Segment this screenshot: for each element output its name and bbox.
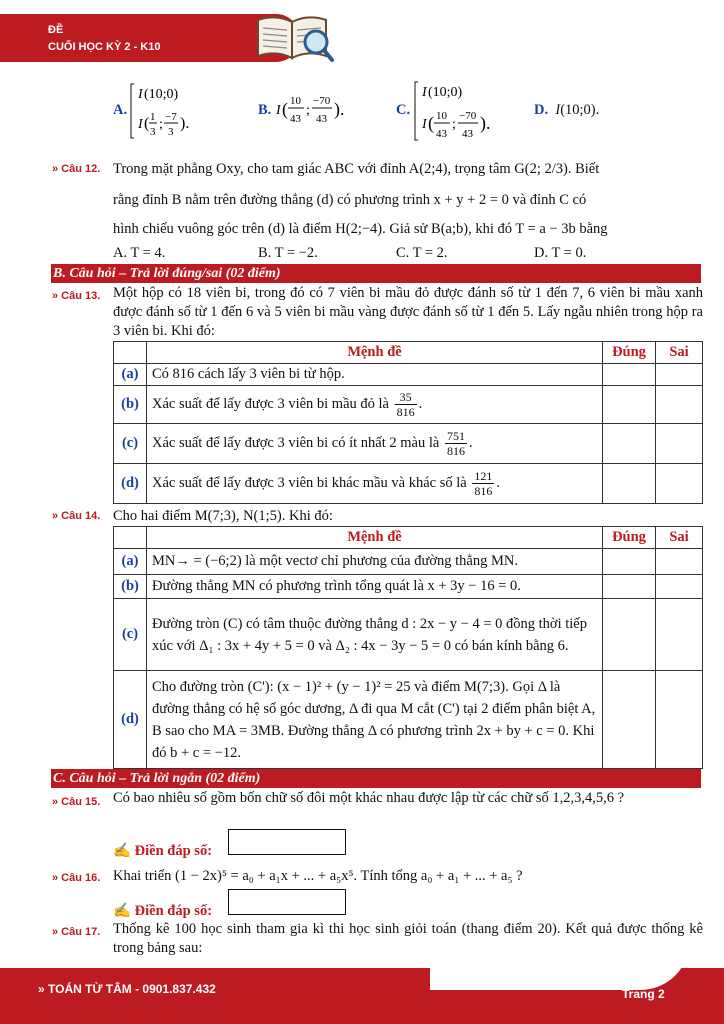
svg-text:I: I xyxy=(422,85,427,100)
row-statement: Có 816 cách lấy 3 viên bi từ hộp. xyxy=(147,364,603,386)
svg-text:I: I xyxy=(138,87,143,102)
svg-text:;: ; xyxy=(159,117,163,132)
option-text: I(10;0). xyxy=(555,102,600,118)
q15-answer-label: ✍ Điền đáp số: xyxy=(113,843,213,859)
svg-text:10: 10 xyxy=(290,95,301,107)
option-label: C. xyxy=(396,102,411,118)
table-header-row xyxy=(114,527,703,549)
svg-text:43: 43 xyxy=(316,113,327,125)
q11-option-c xyxy=(396,102,410,119)
table-row xyxy=(114,364,703,386)
false-cell[interactable] xyxy=(656,364,703,386)
table-row xyxy=(114,386,703,424)
q15-number: » Câu 15. xyxy=(52,796,101,808)
svg-text:;: ; xyxy=(306,103,310,118)
header-title-line1: ĐỀ xyxy=(48,24,64,36)
q12-line1: Trong mặt phẳng Oxy, cho tam giác ABC với đỉnh A(2;4), trọng tâm G(2; 2/3). Biết xyxy=(113,161,600,177)
row-statement: MN→ = (−6;2) là một vectơ chỉ phương của đường thẳng MN. xyxy=(147,549,603,575)
q17-text: Thống kê 100 học sinh tham gia kì thi học sinh giỏi toán (thang điểm 20). Kết quả được thống kê trong bảng sau: xyxy=(113,921,703,956)
col-true: Đúng xyxy=(603,342,656,364)
col-statement: Mệnh đề xyxy=(147,342,603,364)
q11-option-c-formula xyxy=(412,78,508,144)
false-cell[interactable] xyxy=(656,424,703,464)
true-cell[interactable] xyxy=(603,364,656,386)
row-statement: Cho đường tròn (C'): (x − 1)² + (y − 1)² = 25 và điểm M(7;3). Gọi Δ là đường thẳng có hệ số góc dương, Δ đi qua M cắt (C') tại 2 điểm phân biệt A, B sao cho MA = 3MB. Đường thẳng Δ có phương trình 2x + by + c = 0. Khi đó b + c = −12. xyxy=(147,671,603,769)
row-statement: Đường thẳng MN có phương trình tổng quát là x + 3y − 16 = 0. xyxy=(147,575,603,599)
q11-option-b xyxy=(258,102,271,119)
row-label: (a) xyxy=(114,549,147,575)
q16-answer-label: ✍ Điền đáp số: xyxy=(113,903,213,919)
true-cell[interactable] xyxy=(603,599,656,671)
table-row xyxy=(114,575,703,599)
svg-text:43: 43 xyxy=(290,113,301,125)
false-cell[interactable] xyxy=(656,671,703,769)
q13-text: Một hộp có 18 viên bi, trong đó có 7 viên bi mầu đỏ được đánh số từ 1 đến 7, 6 viên bi mầu xanh được đánh số từ 1 đến 6 và 5 viên bi mầu vàng được đánh số từ 1 đến 5. Lấy ngẫu nhiên trong hộp ra 3 viên bi. Khi đó: xyxy=(113,285,703,339)
row-label: (d) xyxy=(114,464,147,504)
svg-text:(: ( xyxy=(428,113,434,133)
svg-text:−70: −70 xyxy=(313,95,331,107)
q11-option-b-formula xyxy=(274,90,364,130)
q12-line2: rằng đỉnh B nằm trên đường thẳng (d) có phương trình x + y + 2 = 0 và đỉnh C có xyxy=(113,192,587,208)
table-row xyxy=(114,671,703,769)
row-label: (c) xyxy=(114,424,147,464)
row-label: (b) xyxy=(114,386,147,424)
option-label: B. xyxy=(258,102,272,118)
q11-option-a xyxy=(113,102,127,119)
svg-text:−7: −7 xyxy=(165,111,177,123)
option-label: D. xyxy=(534,102,549,118)
svg-text:(10;0): (10;0) xyxy=(428,85,463,100)
row-label: (c) xyxy=(114,599,147,671)
row-label: (b) xyxy=(114,575,147,599)
false-cell[interactable] xyxy=(656,599,703,671)
true-cell[interactable] xyxy=(603,671,656,769)
svg-text:I: I xyxy=(138,117,143,132)
q15-answer-box[interactable] xyxy=(228,829,346,855)
q12-option-b: B. T = −2. xyxy=(258,245,318,261)
true-cell[interactable] xyxy=(603,549,656,575)
table-row xyxy=(114,424,703,464)
true-cell[interactable] xyxy=(603,386,656,424)
page-number: Trang 2 xyxy=(622,987,665,1001)
header-title-line2: CUỐI HỌC KỲ 2 - K10 xyxy=(48,41,161,53)
svg-text:(: ( xyxy=(144,115,150,132)
row-statement: Xác suất để lấy được 3 viên bi khác mầu và khác số là $\frac{121}{816}$ . xyxy=(147,464,603,504)
true-cell[interactable] xyxy=(603,464,656,504)
row-label: (a) xyxy=(114,364,147,386)
q12-option-a: A. T = 4. xyxy=(113,245,166,261)
q11-option-a-formula xyxy=(128,80,208,142)
svg-text:−70: −70 xyxy=(459,110,477,122)
false-cell[interactable] xyxy=(656,464,703,504)
row-statement: Đường tròn (C) có tâm thuộc đường thẳng d : 2x − y − 4 = 0 đồng thời tiếp xúc với Δ₁ : 3x + 4y + 5 = 0 và Δ₂ : 4x − 3y − 5 = 0 có bán kính bằng 6. xyxy=(147,599,603,671)
q13-table xyxy=(113,341,703,504)
svg-text:10: 10 xyxy=(436,110,447,122)
q13-number: » Câu 13. xyxy=(52,290,101,302)
section-c-heading: C. Câu hỏi – Trả lời ngắn (02 điểm) xyxy=(51,769,701,788)
row-statement: Xác suất để lấy được 3 viên bi mầu đỏ là $\frac{35}{816}$ . xyxy=(147,386,603,424)
svg-text:I: I xyxy=(422,117,427,132)
page-header xyxy=(0,0,724,68)
q15-text: Có bao nhiêu số gồm bốn chữ số đôi một khác nhau được lập từ các chữ số 1,2,3,4,5,6 ? xyxy=(113,790,625,806)
q14-number: » Câu 14. xyxy=(52,510,101,522)
svg-text:43: 43 xyxy=(436,128,447,140)
svg-text:I: I xyxy=(276,103,281,118)
q12-option-c: C. T = 2. xyxy=(396,245,448,261)
svg-text:1: 1 xyxy=(150,111,156,123)
svg-text:(: ( xyxy=(282,99,288,119)
option-label: A. xyxy=(113,102,128,118)
svg-text:).: ). xyxy=(334,99,345,119)
true-cell[interactable] xyxy=(603,424,656,464)
table-header-row xyxy=(114,342,703,364)
q12-option-d: D. T = 0. xyxy=(534,245,587,261)
svg-text:;: ; xyxy=(452,117,456,132)
table-row xyxy=(114,599,703,671)
book-magnifier-icon xyxy=(252,6,334,68)
col-false: Sai xyxy=(656,527,703,549)
footer-author: » TOÁN TỪ TÂM - 0901.837.432 xyxy=(38,982,216,996)
col-true: Đúng xyxy=(603,527,656,549)
q11-option-d xyxy=(534,102,599,119)
q17-number: » Câu 17. xyxy=(52,926,101,938)
true-cell[interactable] xyxy=(603,575,656,599)
q16-text: Khai triển (1 − 2x)⁵ = a₀ + a₁x + ... + a₅x⁵. Tính tổng a₀ + a₁ + ... + a₅ ? xyxy=(113,868,523,884)
q14-text: Cho hai điểm M(7;3), N(1;5). Khi đó: xyxy=(113,508,333,524)
section-b-heading: B. Câu hỏi – Trả lời đúng/sai (02 điểm) xyxy=(51,264,701,283)
col-statement: Mệnh đề xyxy=(147,527,603,549)
svg-text:3: 3 xyxy=(168,126,174,138)
svg-text:(10;0): (10;0) xyxy=(144,87,179,102)
q12-line3: hình chiếu vuông góc trên (d) là điểm H(2;−4). Giả sử B(a;b), khi đó T = a − 3b bằng xyxy=(113,221,608,237)
q14-table xyxy=(113,526,703,769)
col-false: Sai xyxy=(656,342,703,364)
q16-number: » Câu 16. xyxy=(52,872,101,884)
row-label: (d) xyxy=(114,671,147,769)
false-cell[interactable] xyxy=(656,549,703,575)
footer-curve xyxy=(430,940,690,990)
svg-text:).: ). xyxy=(480,113,491,133)
table-row xyxy=(114,464,703,504)
svg-text:).: ). xyxy=(180,115,190,132)
false-cell[interactable] xyxy=(656,575,703,599)
row-statement: Xác suất để lấy được 3 viên bi có ít nhất 2 màu là $\frac{751}{816}$ . xyxy=(147,424,603,464)
q16-answer-box[interactable] xyxy=(228,889,346,915)
svg-text:43: 43 xyxy=(462,128,473,140)
false-cell[interactable] xyxy=(656,386,703,424)
table-row xyxy=(114,549,703,575)
q12-number: » Câu 12. xyxy=(52,163,101,175)
svg-text:3: 3 xyxy=(150,126,156,138)
